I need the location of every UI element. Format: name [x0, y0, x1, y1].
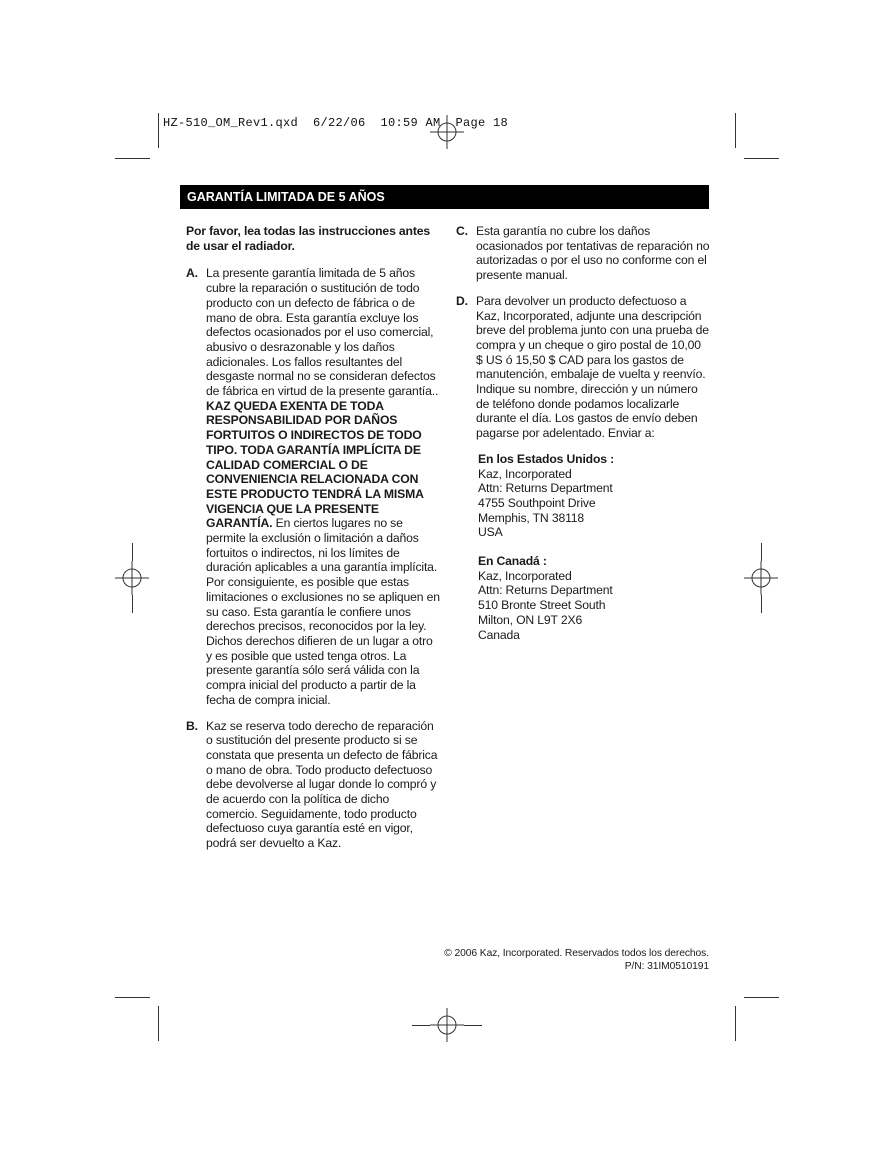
address-line: Kaz, Incorporated	[478, 568, 572, 583]
address-canada	[478, 554, 710, 642]
address-line: USA	[478, 525, 503, 540]
clause-a-text-1: La presente garantía limitada de 5 años cubre la reparación o sustitución de todo producto con un defecto de fábrica o de mano de obra. Esta garantía excluye los defectos ocasionados por el uso comercial, abusivo o desrazonable y los daños adicionales. Los fallos resultantes del desgaste normal no se consideran defectos de fábrica en virtud de la presente garantía..	[206, 266, 439, 399]
registration-mark-left-icon	[115, 561, 149, 595]
registration-tick-bottom-right	[464, 1025, 482, 1026]
clause-letter: C.	[456, 224, 468, 238]
address-line: Attn: Returns Department	[478, 481, 613, 496]
crop-mark-top-left-v	[158, 113, 159, 148]
warranty-clause-b	[186, 719, 440, 851]
address-canada-title: En Canadá :	[478, 554, 547, 569]
clause-letter: D.	[456, 293, 468, 308]
part-number: P/N: 31IM0510191	[624, 960, 709, 972]
clause-text: Para devolver un producto defectuoso a Kaz, Incorporated, adjunte una descripción breve del problema junto con una prueba de compra y un cheque o giro postal de 10,00 $ US ó 15,50 $ CAD para los gastos de manutención, embalaje de vuelta y reenvío. Indique su nombre, dirección y un número de teléfono donde podamos localizarle durante el día. Los gastos de envío deben pagarse por adelentado. Enviar a:	[476, 293, 709, 441]
crop-mark-bottom-right-h	[744, 997, 779, 998]
address-line: Attn: Returns Department	[478, 583, 613, 598]
clause-text: Esta garantía no cubre los daños ocasionados por tentativas de reparación no autorizadas o por el uso no conforme con el presente manual.	[476, 224, 710, 283]
registration-mark-top-icon	[430, 115, 464, 149]
section-title-bar: GARANTÍA LIMITADA DE 5 AÑOS	[180, 185, 709, 209]
address-line: Canada	[478, 627, 520, 642]
crop-mark-top-right-h	[744, 158, 779, 159]
address-line: Memphis, TN 38118	[478, 510, 585, 525]
address-line: Milton, ON L9T 2X6	[478, 612, 583, 627]
copyright-notice: © 2006 Kaz, Incorporated. Reservados todos los derechos.	[444, 948, 709, 959]
clause-letter: B.	[186, 718, 198, 733]
clause-letter: A.	[186, 266, 198, 281]
crop-mark-bottom-left-h	[115, 997, 150, 998]
clause-text	[206, 266, 440, 707]
crop-mark-top-right-v	[735, 113, 736, 148]
page-footer	[444, 948, 709, 973]
address-line: 510 Bronte Street South	[478, 598, 606, 613]
address-usa	[478, 452, 710, 540]
address-line: Kaz, Incorporated	[478, 466, 572, 481]
crop-mark-top-left-h	[115, 158, 150, 159]
print-slug-line: HZ-510_OM_Rev1.qxd 6/22/06 10:59 AM Page 18	[163, 116, 509, 130]
address-usa-title: En los Estados Unidos :	[478, 451, 615, 466]
warranty-clause-c	[456, 224, 710, 283]
clause-a-text-2: En ciertos lugares no se permite la exclusión o limitación a daños fortuitos o indirectos, ni los límites de duración aplicables a una garantía implícita. Por consiguiente, es posible que estas limitaciones o exclusiones no se apliquen en su caso. Esta garantía le confiere unos derechos precisos, reconocidos por la ley. Dichos derechos difieren de un lugar a otro y es posible que usted tenga otros. La presente garantía sólo será válida con la compra inicial del producto a partir de la fecha de compra inicial.	[206, 516, 440, 707]
registration-mark-bottom-icon	[430, 1008, 464, 1042]
crop-mark-bottom-left-v	[158, 1006, 159, 1041]
left-column	[186, 224, 440, 862]
registration-tick-right-top	[761, 543, 762, 561]
registration-tick-bottom-left	[412, 1025, 430, 1026]
crop-mark-bottom-right-v	[735, 1006, 736, 1041]
registration-tick-left-bottom	[132, 595, 133, 613]
registration-tick-right-bottom	[761, 595, 762, 613]
registration-mark-right-icon	[744, 561, 778, 595]
registration-tick-left-top	[132, 543, 133, 561]
clause-text: Kaz se reserva todo derecho de reparación o sustitución del presente producto si se constata que presenta un defecto de fábrica o mano de obra. Todo producto defectuoso debe devolverse al lugar donde lo compró y de acuerdo con la política de dicho comercio. Seguidamente, todo producto defectuoso cuya garantía esté en vigor, podrá ser devuelto a Kaz.	[206, 718, 438, 851]
warranty-clause-a	[186, 266, 440, 707]
right-column	[456, 224, 710, 656]
intro-instruction: Por favor, lea todas las instrucciones antes de usar el radiador.	[186, 224, 431, 253]
clause-a-bold-disclaimer: KAZ QUEDA EXENTA DE TODA RESPONSABILIDAD POR DAÑOS FORTUITOS O INDIRECTOS DE TODO TIPO. TODA GARANTÍA IMPLÍCITA DE CALIDAD COMERCIAL O DE CONVENIENCIA RELACIONADA CON ESTE PRODUCTO TENDRÁ LA MISMA VIGENCIA QUE LA PRESENTE GARANTÍA.	[206, 398, 424, 531]
address-line: 4755 Southpoint Drive	[478, 495, 596, 510]
warranty-clause-d	[456, 294, 710, 441]
